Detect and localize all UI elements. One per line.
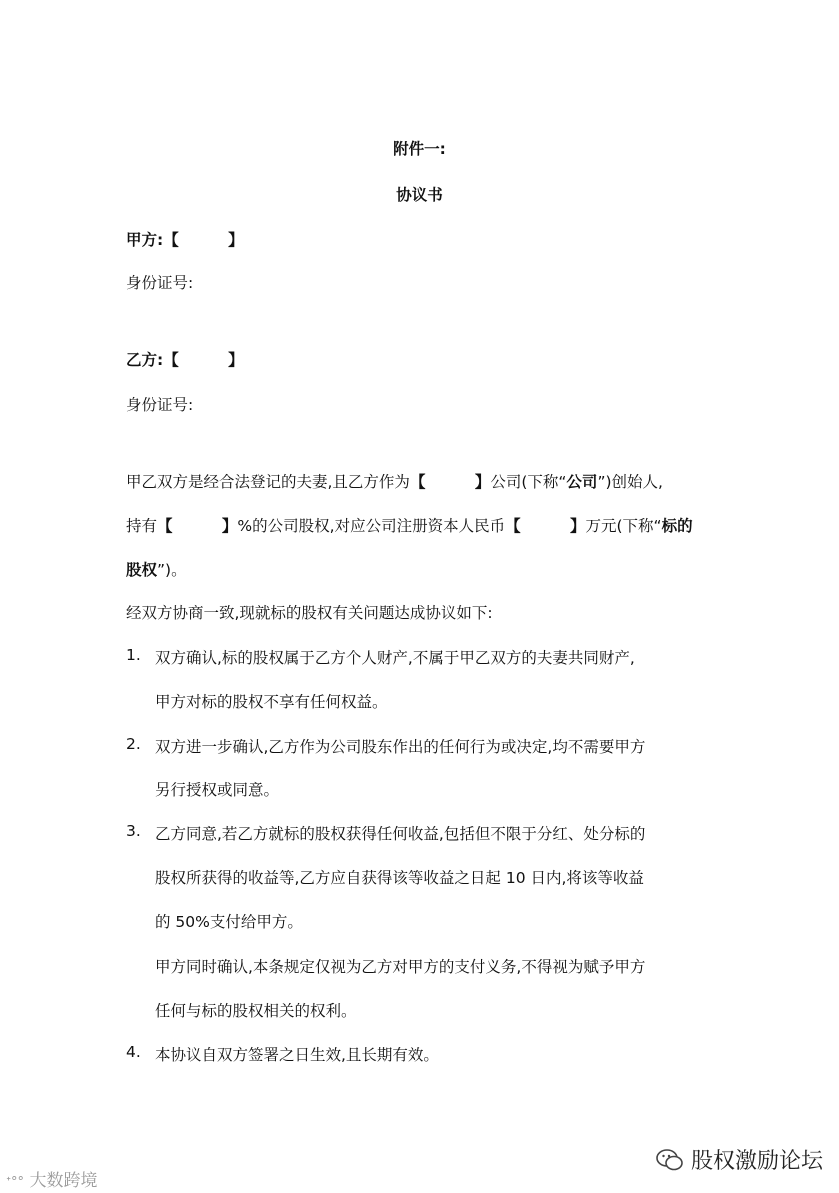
logo-icon: ᐩ°° <box>6 1175 25 1190</box>
clause-number: 3. <box>126 822 141 840</box>
document-title: 协议书 <box>396 186 443 204</box>
para1-line2: 持有【 】%的公司股权,对应公司注册资本人民币【 】万元(下称“标的 <box>126 517 693 535</box>
party-a-line <box>126 228 244 250</box>
para1-line3: 股权”)。 <box>126 561 187 579</box>
intro-paragraph: 经双方协商一致,现就标的股权有关问题达成协议如下: <box>126 604 493 622</box>
party-b-blank: 【 】 <box>163 351 244 369</box>
watermark-left: ᐩ°° 大数跨境 <box>6 1171 98 1191</box>
party-a-id-label: 身份证号: <box>126 274 194 292</box>
clause-number: 2. <box>126 735 141 753</box>
party-b-id-label: 身份证号: <box>126 396 194 414</box>
clause-number: 1. <box>126 646 141 664</box>
wechat-icon <box>655 1147 685 1173</box>
party-a-label: 甲方: <box>126 231 164 249</box>
party-a-blank: 【 】 <box>163 231 244 249</box>
clause-number: 4. <box>126 1043 141 1061</box>
party-b-label: 乙方: <box>126 351 164 369</box>
watermark-right: 股权激励论坛 <box>655 1144 823 1175</box>
para1-line1: 甲乙双方是经合法登记的夫妻,且乙方作为【 】公司(下称“公司”)创始人, <box>126 473 663 491</box>
party-b-line <box>126 348 244 370</box>
attachment-title: 附件一: <box>393 140 446 158</box>
